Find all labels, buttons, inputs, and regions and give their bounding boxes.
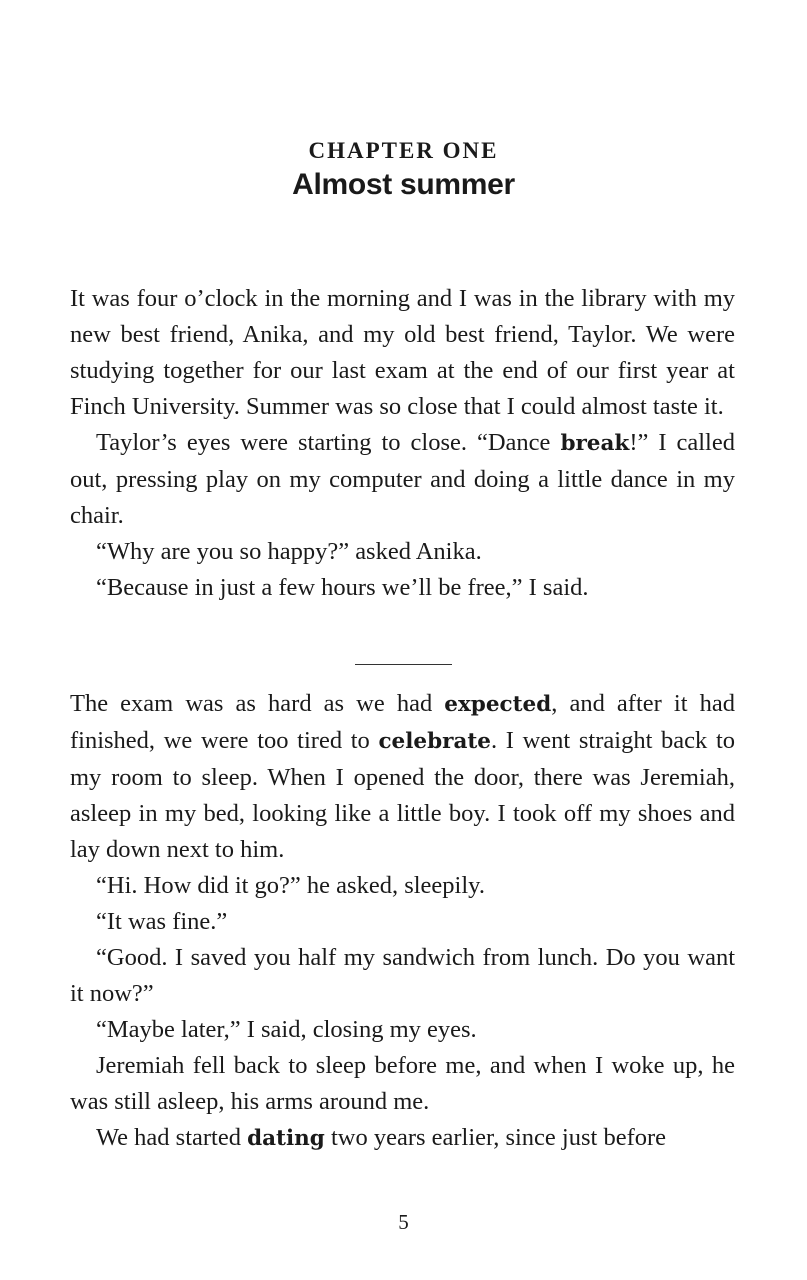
paragraph xyxy=(70,425,735,534)
text-run: We had started xyxy=(96,1124,248,1151)
text-block-1 xyxy=(70,281,735,606)
text-run: two years earlier, since just before xyxy=(324,1124,667,1151)
paragraph xyxy=(70,686,735,868)
text-run: , and after it had finished, we were too tired to xyxy=(70,690,735,754)
paragraph: “Maybe later,” I said, closing my eyes. xyxy=(96,1016,477,1043)
vocab-word: expected xyxy=(444,692,552,717)
chapter-label: CHAPTER ONE xyxy=(308,138,499,163)
text-run: Taylor’s eyes were starting to close. “Dance xyxy=(96,429,561,456)
chapter-title: Almost summer xyxy=(292,168,515,201)
vocab-word: dating xyxy=(247,1126,325,1151)
text-block-2 xyxy=(70,686,735,1157)
paragraph: “Why are you so happy?” asked Anika. xyxy=(96,538,482,565)
paragraph: “Good. I saved you half my sandwich from lunch. Do you want it now?” xyxy=(70,944,735,1007)
paragraph xyxy=(70,1120,735,1157)
text-run: !” I called out, pressing play on my computer and doing a little dance in my chair. xyxy=(70,429,735,529)
section-divider xyxy=(355,664,452,665)
paragraph: “Hi. How did it go?” he asked, sleepily. xyxy=(96,872,485,899)
page-number: 5 xyxy=(398,1210,409,1234)
vocab-word: celebrate xyxy=(378,729,491,754)
text-run: . I went straight back to my room to sleep. When I opened the door, there was Jeremiah, asleep in my bed, looking like a little boy. I took off my shoes and lay down next to him. xyxy=(70,727,736,863)
paragraph: Jeremiah fell back to sleep before me, and when I woke up, he was still asleep, his arms around me. xyxy=(70,1052,735,1115)
text-run: The exam was as hard as we had xyxy=(70,690,445,717)
paragraph: It was four o’clock in the morning and I was in the library with my new best friend, Anika, and my old best friend, Taylor. We were studying together for our last exam at the end of our first year at Finch University. Summer was so close that I could almost taste it. xyxy=(70,285,735,420)
paragraph: “Because in just a few hours we’ll be free,” I said. xyxy=(96,574,589,601)
vocab-word: break xyxy=(560,431,630,456)
paragraph: “It was fine.” xyxy=(96,908,228,935)
